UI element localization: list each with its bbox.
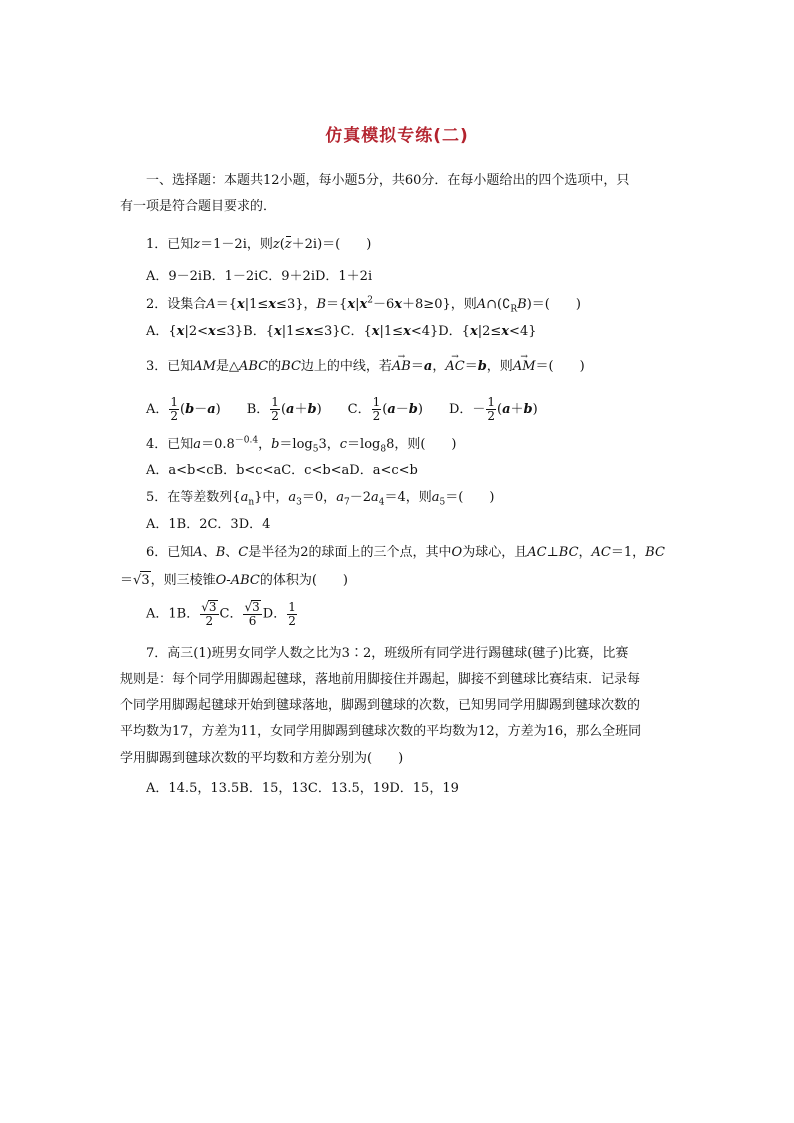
instructions-line-2: 有一项是符合题目要求的． bbox=[120, 199, 277, 214]
question-3-options: A． $\frac{1}{2}$ (b－a) B． $\frac{1}{2}$ (a＋b) C． $\frac{1}{2}$ (a－b) D．－ $\frac{1}{2}$ (a＋b) bbox=[146, 395, 538, 423]
question-7-line-1: 7．高三(1)班男女同学人数之比为3∶2，班级所有同学进行踢毽球(毽子)比赛，比赛 bbox=[146, 646, 629, 661]
question-4-options: A．a<b<cB．b<c<aC．c<b<aD．a<c<b bbox=[146, 463, 418, 478]
question-7-line-5: 学用脚踢到毽球次数的平均数和方差分别为( ) bbox=[120, 751, 404, 766]
question-2: 2．设集合A＝{x|1≤x≤3}，$B=\{x|x^2-6x+8\ge 0\}$，则$A\cap(∁_RB)=$( ) bbox=[146, 295, 581, 315]
question-6-line-1: 6．已知A、B、C是半径为2的球面上的三个点，其中O为球心，且AC⊥BC，AC＝1，BC bbox=[146, 545, 665, 560]
question-7-line-4: 平均数为17，方差为11，女同学用脚踢到毽球次数的平均数为12，方差为16，那么全班同 bbox=[120, 724, 642, 739]
question-1: 1．已知z＝1－2i，则z(z＋2i)＝( ) bbox=[146, 237, 372, 252]
question-3: 3．已知AM是△ABC的BC边上的中线，若→ AB＝a，→ AC＝b，则→ AM＝( ) bbox=[146, 358, 585, 376]
question-7-line-3: 个同学用脚踢起毽球开始到毽球落地，脚踢到毽球的次数，已知男同学用脚踢到毽球次数的 bbox=[120, 698, 641, 713]
instructions-line-1: 一、选择题：本题共12小题，每小题5分，共60分．在每小题给出的四个选项中，只 bbox=[146, 173, 630, 188]
question-6-options: A．1B． $\frac{√3}{2}$ C． $\frac{√3}{6}$ D． $\frac{1}{2}$ bbox=[146, 599, 296, 628]
question-7-line-2: 规则是：每个同学用脚踢起毽球，落地前用脚接住并踢起，脚接不到毽球比赛结束．记录每 bbox=[120, 672, 641, 687]
question-4: 4．已知$a=0.8^{-0.4}$，$b=\log_53$，$c=\log_88$，则( ) bbox=[146, 435, 457, 455]
question-6-line-2: ＝√3，则三棱锥O-ABC的体积为( ) bbox=[120, 573, 348, 588]
question-7-options: A．14.5，13.5B．15，13C．13.5，19D．15，19 bbox=[146, 781, 459, 796]
question-5: 5．在等差数列$\{a_n\}$中，$a_3=0$，$a_7-2a_4=4$，则$a_5=$( ) bbox=[146, 490, 495, 508]
question-2-options: A．{x|2<x≤3}B．{x|1≤x≤3}C．{x|1≤x<4}D．{x|2≤x<4} bbox=[146, 324, 537, 339]
question-1-options: A．9－2iB．1－2iC．9＋2iD．1＋2i bbox=[146, 269, 373, 284]
question-5-options: A．1B．2C．3D．4 bbox=[146, 517, 271, 532]
page-title: 仿真模拟专练(二) bbox=[325, 126, 469, 146]
